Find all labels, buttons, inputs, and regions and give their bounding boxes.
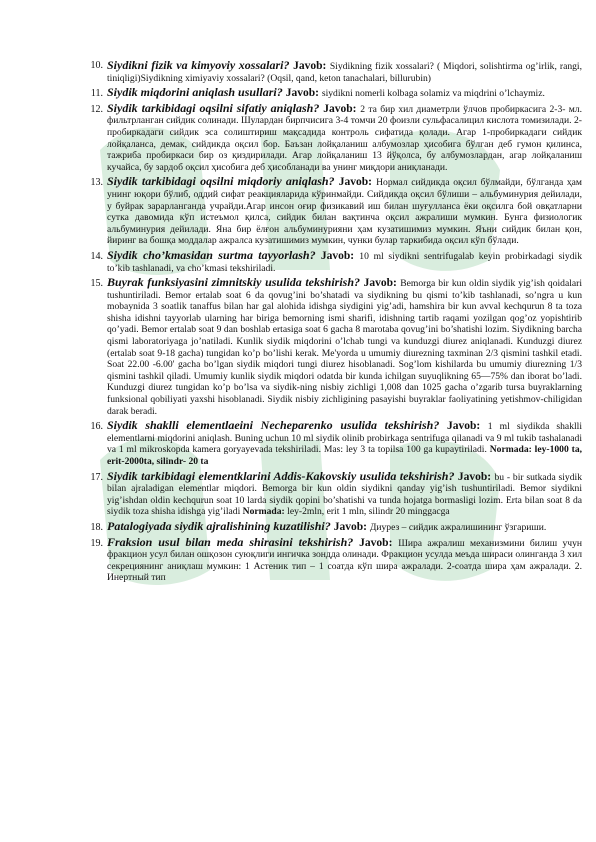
answer-label: Javob:	[457, 470, 495, 483]
answer-label: Javob:	[320, 249, 360, 262]
answer-label: Javob:	[285, 87, 322, 100]
question-18	[90, 518, 582, 534]
question-15	[90, 275, 582, 417]
answer-label: Javob:	[363, 277, 401, 290]
answer-text: siydikni nomerli kolbaga solamiz va miqdrini o’lchaymiz.	[321, 88, 545, 100]
question-title: Patalogiyada siydik ajralishining kuzatilishi?	[107, 518, 334, 533]
answer-label: Javob:	[447, 420, 488, 433]
answer-text: Bemorga bir kun oldin siydik yig’ish qoidalari tushuntiriladi. Bemor ertalab soat 6 da qovug’ini bo’shatadi va siydikning bu qismi to’kib tashlanadi, so’ngra u kun mobaynida 3 soatlik tanaffus bilan har gal alohida idishga siydigini yig’adi, hamshira bir kun avval kechqurun 8 ta toza shisha idishni tayyorlab ularning har biriga bemorning ismi sharifi, idishning tartib raqami yozilgan qog’oz yopishtirib qo’yadi. Bemor ertalab soat 9 dan boshlab ertasiga soat 6 gacha 8 marotaba qovug’ini bo’shatishi lozim. Siydikning barcha qismi laboratoriyaga jo’natiladi. Kunlik siydik miqdorini o’lchab tungi va kunduzgi diurez aniqlanadi. Kunduzgi diurez (ertalab soat 9-18 gacha) tungidan ko’p bo’lishi kerak. Me'yorda u umumiy diurezning taxminan 2/3 qismini tashkil etadi. Soat 22.00 -6.00' gacha bo’lgan siydik miqdori tungi diurez hisoblanadi. Sog’lom kishilarda bu umumiy diurezning 1/3 qismini tashkil qiladi. Umumiy kunlik siydik miqdori odatda bir kunda ichilgan suyuqlikning 65—75% dan iborat bo’ladi. Kunduzgi diurez tungidan ko’p bo’lsa va siydik-ning nisbiy zichligi 1,008 dan 1025 gacha o’zgarib tursa buyraklarning funksional qobiliyati yaxshi hisoblanadi. Siydik nisbiy zichligining pasayishi buyraklar faoliyatining yetishmov-chiligidan darak beradi.	[107, 278, 582, 417]
question-number: 19.	[90, 537, 103, 549]
answer-text: Нормал сийдикда оқсил бўлмайди, бўлганда ҳам унинг юқори бўлиб, оддий сифат реакцияларида кўринмайди. Сийдикда оқсил бўлиши – альбуминурия дейилади, у буйрак зарарланганда учрайди.Агар инсон оғир физикавий иш билан шуғулланса ёки оқсилга бой овқатларни сутка давомида кўп истеъмол қилса, сийдик билан вақтинча оқсил ажралиши мумкин. Бунга физиологик альбуминурия дейилади. Яна бир ёлғон альбуминурияни ҳам кузатишимиз мумкин. Яъни сийдик билан қон, йиринг ва бошқа моддалар ажралса кузатишимиз мумкин, чунки булар таркибида оқсил кўп бўлади.	[107, 177, 583, 247]
question-number: 15.	[90, 278, 103, 290]
answer-label: Javob:	[323, 102, 361, 115]
answer-text: Диурез – сийдик ажралишининг ўзгариши.	[369, 521, 547, 533]
answer-label: Javob:	[293, 60, 330, 72]
question-number: 11.	[90, 88, 103, 100]
question-number: 17.	[90, 471, 103, 483]
answer-text: 1 ml siydikda shaklli elementlarni miqdorini aniqlash. Buning uchun 10 ml siydik olinib probirkaga sentrifuga qilanadi va 9 ml tukib tashalanadi va 1 ml mikroskopda kamera goryayevada tekshiriladi. Mas: ley 3 ta topilsa 100 ga kupaytiriladi.	[107, 421, 582, 456]
question-title: Siydik cho’kmasidan surtma tayyorlash?	[107, 247, 321, 262]
answer-text: bu - bir sutkada siydik bilan ajraladigan elementlar miqdori. Bemorga bir kun oldin siydikni qanday yig’ish tushuntiriladi. Bemor siydikni yig’ishdan oldin kechqurun soat 10 larda siydik qopini bo’shatishi va tunda hojatga bormasligi lozim. Erta bilan soat 8 da siydik toza shisha idishga yig’iladi	[107, 471, 582, 518]
question-10	[90, 58, 583, 84]
answer-text: Siydikning fizik xossalari? ( Miqdori, solishtirma og’irlik, rangi, tiniqligi)Siydikning ximiyaviy xossalari? (Oqsil, qand, keton tanachalari, billurubin)	[107, 61, 583, 84]
question-number: 12.	[90, 103, 103, 115]
document-page	[90, 58, 583, 840]
answer-text: Шира ажралиш механизмини билиш учун фракцион усул билан ошқозон суюқлиги ингичка зондда олинади. Фракцион усулда меъда ширaси олинганда 3 хил секрециянинг аниқлаш мумкин: 1 Астеник тип – 1 соатда кўп шира ажралади. 2-соатда шира ҳам ажралади. 2. Инертный тип	[107, 537, 583, 584]
question-12	[90, 100, 582, 174]
answer-norm-label: Normada:	[242, 506, 285, 518]
answer-norm-value: ley-2mln, erit 1 mln, silindr 20 minggacga	[284, 506, 450, 518]
question-16	[90, 418, 583, 467]
question-title: Siydik tarkibidagi oqsilni sifatiy aniqlash?	[107, 100, 324, 115]
question-title: Siydik tarkibidagi oqsilni miqdoriy aniqlash?	[107, 174, 339, 189]
question-title: Siydik miqdorini aniqlash usullari?	[107, 85, 286, 100]
question-title: Siydik tarkibidagi elementklarini Addis-Kakovskiy usulida tekshirish?	[107, 468, 458, 483]
question-19	[90, 534, 583, 584]
question-number: 10.	[90, 60, 103, 71]
question-title: Buyrak funksiyasini zimnitskiy usulida tekshirish?	[107, 275, 364, 290]
answer-norm: Normada: ley-1000 ta, erit-2000ta, silindr- 20 ta	[107, 444, 583, 467]
question-number: 13.	[90, 177, 103, 189]
question-title: Fraksion usul bilan meda shirasini tekshirish?	[107, 534, 360, 549]
question-title: Siydik shaklli elementlaeini Necheparenko usulida tekshirish?	[107, 418, 448, 433]
question-17	[90, 468, 582, 518]
question-13	[90, 174, 583, 247]
question-11	[90, 85, 582, 100]
question-14	[90, 247, 582, 274]
answer-text: 2 та бир хил диаметрли ўлчов пробиркасига 2-3- мл. фильтрланган сийдик солинади. Шулардан бирпчисига 3-4 томчи 20 фоизли сульфасалицил кислота томизилади. 2-пробиркадаги сийдик эса солиштириш мақсадида контроль сифатида қолади. Агар 1-пробиркадаги сийдик лойқаланса, демак, сийдикда оқсил бор. Баъзан лойқаланиш албумозлар ҳисобига бўлган деб гумон қилинса, тажриба пробиркаси бир оз қиздирилади. Агар лойқаланиш 13 йўқолса, бу албумозлардан, агар лойқаланиш кучайса, бу зардоб оқсил ҳисобига деб ҳисобланади ва унинг миқдори аниқланади.	[107, 103, 582, 173]
answer-label: Javob:	[359, 536, 399, 549]
answer-text: 10 ml siydikni sentrifugalab keyin probirkadagi siydik to’kib tashlanadi, va cho’kmasi tekshiriladi.	[107, 250, 582, 274]
question-number: 16.	[90, 421, 103, 433]
question-number: 18.	[90, 521, 103, 533]
question-number: 14.	[90, 250, 103, 262]
question-title: Siydikni fizik va kimyoviy xossalari?	[107, 58, 294, 72]
answer-label: Javob:	[333, 520, 370, 533]
answer-label: Javob:	[338, 176, 377, 189]
